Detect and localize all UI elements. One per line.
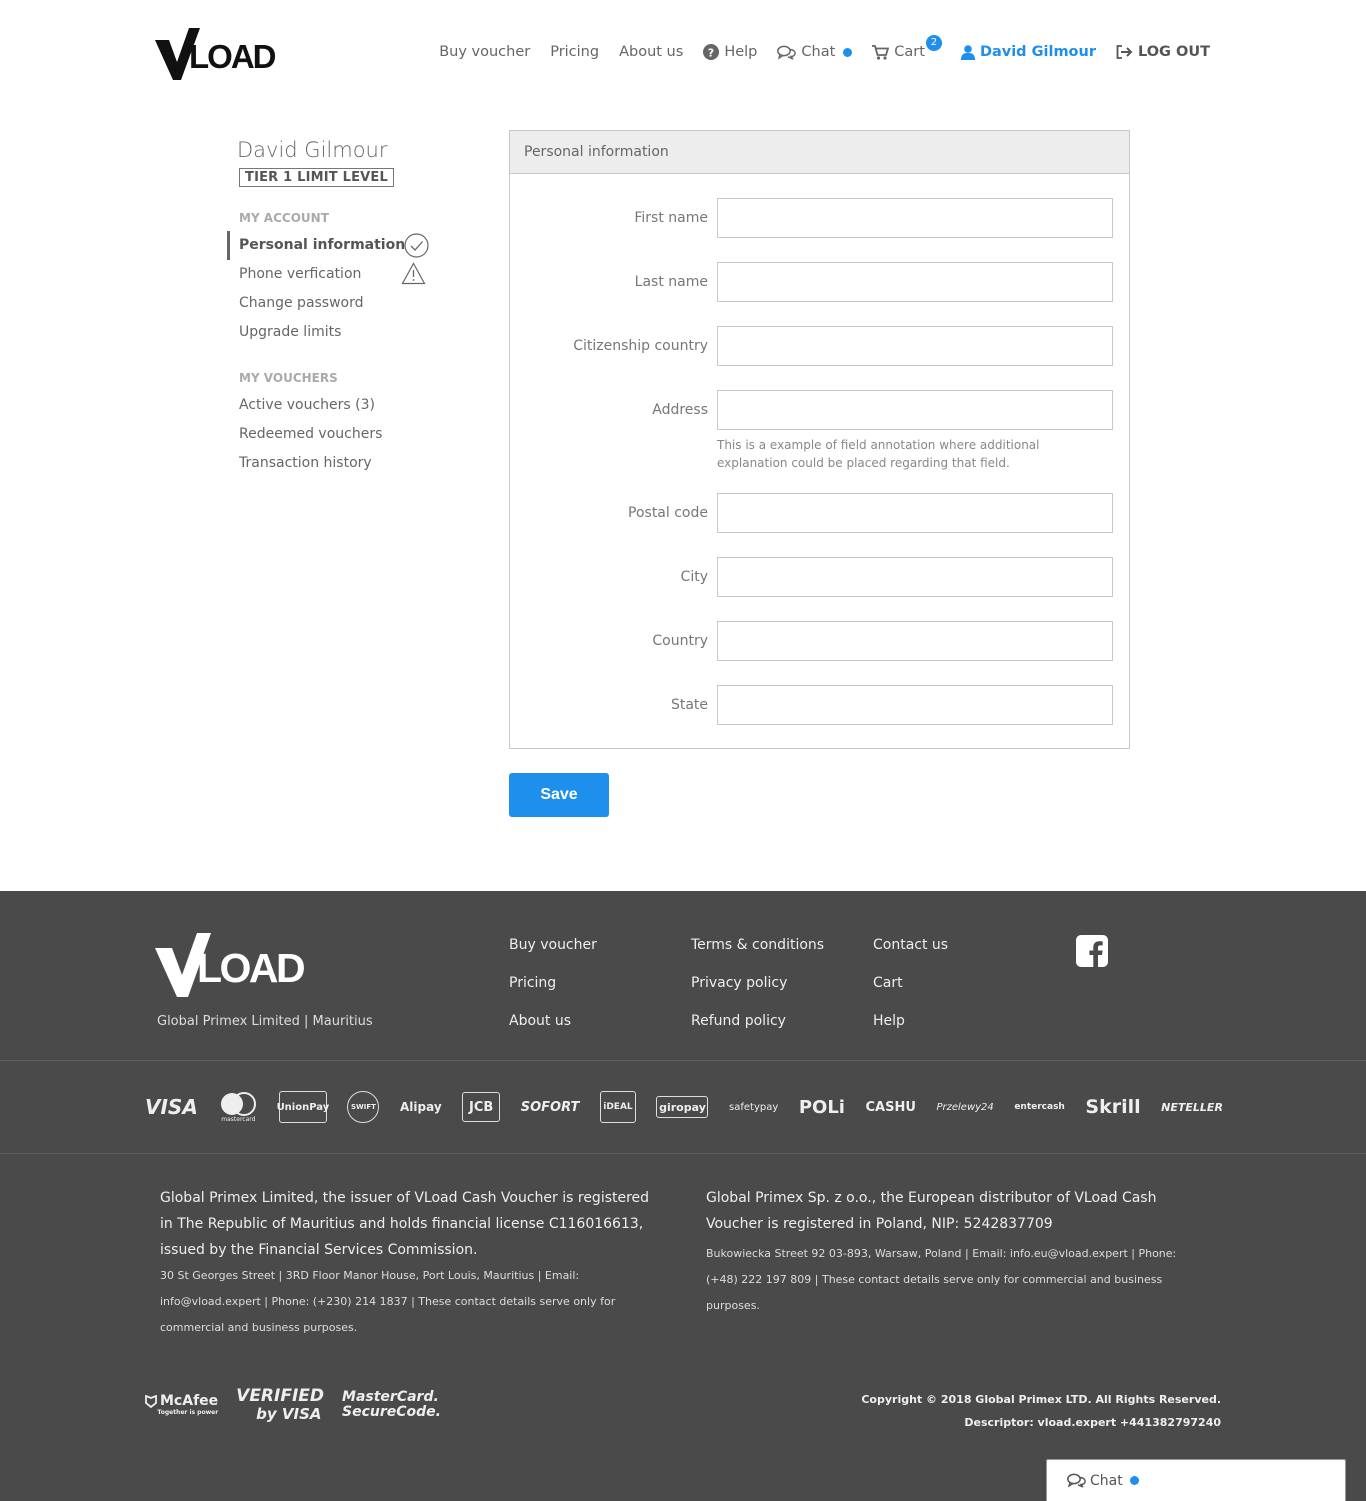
entercash-logo: entercash: [1014, 1102, 1065, 1112]
svg-text:LOAD: LOAD: [189, 38, 275, 75]
my-account-menu: [227, 231, 447, 347]
chat-online-dot: [1130, 1476, 1139, 1485]
check-circle-icon: [404, 233, 429, 258]
nav-user[interactable]: [961, 44, 1096, 60]
footer-divider-top: [0, 1060, 1366, 1061]
payment-methods: [145, 1087, 1223, 1127]
alipay-logo: Alipay: [400, 1100, 442, 1114]
footer-link-pricing[interactable]: Pricing: [509, 975, 557, 991]
sidebar-item-personal-information[interactable]: [227, 231, 447, 260]
first-name-label: First name: [634, 210, 708, 226]
sofort-logo: SOFORT: [520, 1099, 580, 1115]
my-account-heading: MY ACCOUNT: [239, 211, 329, 225]
by-visa-label: by VISA: [256, 1405, 322, 1423]
personal-information-panel: [509, 130, 1130, 749]
nav-logout[interactable]: [1116, 44, 1210, 60]
safetypay-logo: safetypay: [729, 1101, 779, 1113]
my-vouchers-heading: MY VOUCHERS: [239, 371, 338, 385]
footer-link-help[interactable]: Help: [873, 1013, 905, 1029]
facebook-icon[interactable]: [1076, 935, 1108, 967]
verified-label: VERIFIED: [236, 1386, 325, 1406]
sidebar-item-transaction-history[interactable]: [227, 449, 447, 478]
footer-company: Global Primex Limited | Mauritius: [157, 1014, 373, 1029]
tier-badge: TIER 1 LIMIT LEVEL: [239, 168, 394, 187]
mastercard-circles-icon: [218, 1092, 258, 1116]
nav-chat-label: Chat: [801, 44, 836, 60]
sidebar-item-change-password[interactable]: [227, 289, 447, 318]
nav-logout-label: LOG OUT: [1138, 44, 1210, 60]
country-input[interactable]: [717, 621, 1113, 661]
verified-by-visa-seal: [236, 1387, 324, 1423]
sidebar-item-label: Phone verfication: [239, 266, 362, 282]
chat-widget[interactable]: [1046, 1459, 1346, 1501]
sidebar-item-phone-verification[interactable]: [227, 260, 447, 289]
sidebar-item-label: Upgrade limits: [239, 324, 342, 340]
mastercard-seal-label: MasterCard.: [342, 1389, 439, 1405]
city-input[interactable]: [717, 557, 1113, 597]
legal-mauritius-main: Global Primex Limited, the issuer of VLoad Cash Voucher is registered in The Republic of Mauritius and holds financial license C116016613, issued by the Financial Services Commission.: [160, 1190, 650, 1258]
cart-icon: [872, 45, 889, 60]
address-label: Address: [652, 402, 708, 418]
sidebar-item-label: Active vouchers (3): [239, 397, 375, 413]
nav-cart[interactable]: [872, 37, 938, 60]
city-label: City: [680, 569, 708, 585]
citizenship-country-input[interactable]: [717, 326, 1113, 366]
sidebar-item-label: Personal information: [239, 237, 406, 253]
user-icon: [961, 45, 975, 60]
header: [0, 0, 1366, 110]
sidebar-item-label: Change password: [239, 295, 364, 311]
postal-code-input[interactable]: [717, 493, 1113, 533]
przelewy24-logo: Przelewy24: [936, 1101, 994, 1113]
footer-link-cart[interactable]: Cart: [873, 975, 903, 991]
mcafee-shield-icon: [145, 1395, 157, 1408]
nav-cart-label: Cart: [894, 44, 925, 60]
nav-about[interactable]: About us: [619, 44, 684, 60]
poli-logo: POLi: [798, 1096, 845, 1118]
address-field-note: This is a example of field annotation where additional explanation could be placed regarding that field.: [717, 438, 1040, 470]
neteller-logo: NETELLER: [1161, 1100, 1223, 1114]
svg-text:LOAD: LOAD: [197, 945, 304, 991]
security-seals: [145, 1387, 441, 1423]
question-circle-icon: [703, 44, 719, 60]
nav-user-label: David Gilmour: [979, 44, 1096, 60]
footer-links-col1: [509, 937, 597, 1051]
sidebar-item-active-vouchers[interactable]: [227, 391, 447, 420]
descriptor-text: Descriptor: vload.expert +441382797240: [964, 1416, 1221, 1429]
panel-title: Personal information: [510, 131, 1129, 174]
nav-buy-voucher[interactable]: Buy voucher: [439, 44, 531, 60]
vload-logo[interactable]: [155, 26, 281, 82]
copyright-text: Copyright © 2018 Global Primex LTD. All Rights Reserved.: [861, 1393, 1221, 1406]
footer-links-col2: [691, 937, 824, 1051]
footer-links-col3: [873, 937, 948, 1051]
mcafee-tagline: Together is power: [157, 1409, 219, 1416]
svg-text:?: ?: [708, 46, 715, 60]
footer-vload-logo[interactable]: [155, 931, 313, 999]
chat-online-dot: [843, 48, 852, 57]
sidebar-item-redeemed-vouchers[interactable]: [227, 420, 447, 449]
copyright-block: [861, 1388, 1221, 1434]
state-label: State: [670, 697, 708, 713]
warning-triangle-icon: [401, 262, 426, 285]
logout-icon: [1116, 45, 1133, 59]
nav-help-label: Help: [724, 44, 758, 60]
mastercard-logo: [218, 1092, 258, 1123]
sidebar-item-label: Transaction history: [239, 455, 372, 471]
chat-bubbles-icon: [1067, 1473, 1086, 1488]
legal-mauritius: [160, 1185, 660, 1341]
profile-name: David Gilmour: [237, 138, 388, 162]
footer-link-terms[interactable]: Terms & conditions: [691, 937, 825, 953]
sidebar-item-upgrade-limits[interactable]: [227, 318, 447, 347]
address-input[interactable]: [717, 390, 1113, 430]
nav-help[interactable]: [703, 44, 757, 60]
nav-chat[interactable]: [777, 44, 852, 60]
account-sidebar: [227, 138, 447, 478]
citizenship-country-label: Citizenship country: [573, 338, 708, 354]
mastercard-securecode-seal: [342, 1390, 441, 1420]
mcafee-label: McAfee: [160, 1393, 219, 1409]
unionpay-logo: UnionPay: [279, 1091, 327, 1123]
footer-link-about[interactable]: About us: [509, 1013, 572, 1029]
legal-poland: [706, 1185, 1201, 1319]
giropay-logo: giropay: [656, 1096, 708, 1118]
footer-link-privacy[interactable]: Privacy policy: [691, 975, 788, 991]
sidebar-item-label: Redeemed vouchers: [239, 426, 383, 442]
footer-link-refund[interactable]: Refund policy: [691, 1013, 786, 1029]
footer-link-buy-voucher[interactable]: Buy voucher: [509, 937, 597, 953]
postal-code-label: Postal code: [628, 505, 708, 521]
last-name-input[interactable]: [717, 262, 1113, 302]
legal-poland-contact: Bukowiecka Street 92 03-893, Warsaw, Poland | Email: info.eu@vload.expert | Phone: (+48) 222 197 809 | These contact details serve only for commercial and business purposes.: [706, 1247, 1177, 1312]
first-name-input[interactable]: [717, 198, 1113, 238]
save-button[interactable]: Save: [509, 773, 609, 817]
jcb-logo: JCB: [462, 1092, 500, 1122]
cashu-logo: CASHU: [865, 1099, 916, 1115]
mcafee-seal: [145, 1394, 218, 1416]
last-name-label: Last name: [634, 274, 708, 290]
ideal-logo: iDEAL: [600, 1091, 636, 1123]
securecode-label: SecureCode.: [342, 1404, 441, 1420]
chat-bubbles-icon: [777, 45, 796, 60]
nav-pricing[interactable]: Pricing: [550, 44, 600, 60]
swift-logo: SWIFT: [347, 1091, 379, 1123]
footer: [0, 891, 1366, 1501]
skrill-logo: Skrill: [1085, 1096, 1141, 1118]
state-input[interactable]: [717, 685, 1113, 725]
my-vouchers-menu: [227, 391, 447, 478]
chat-widget-label: Chat: [1090, 1472, 1123, 1489]
legal-mauritius-contact: 30 St Georges Street | 3RD Floor Manor House, Port Louis, Mauritius | Email: info@vload.expert | Phone: (+230) 214 1837 | These contact details serve only for commercial and business purposes.: [160, 1269, 616, 1334]
main-nav: [419, 37, 1210, 60]
footer-divider-bottom: [0, 1153, 1366, 1154]
mastercard-label: mastercard: [221, 1115, 256, 1123]
footer-link-contact[interactable]: Contact us: [873, 937, 949, 953]
cart-count-badge: 2: [926, 35, 942, 51]
country-label: Country: [652, 633, 708, 649]
visa-logo: VISA: [145, 1095, 198, 1119]
legal-poland-main: Global Primex Sp. z o.o., the European distributor of VLoad Cash Voucher is registered in Poland, NIP: 5242837709: [706, 1190, 1157, 1232]
